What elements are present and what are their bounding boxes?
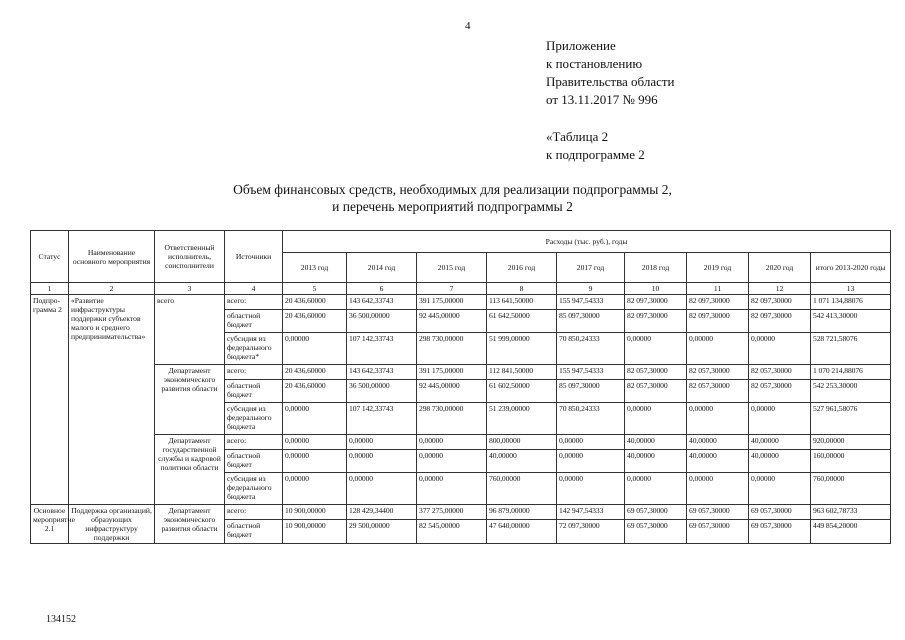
value-cell: 10 900,00000 [283, 505, 347, 520]
appendix-line: Приложение [546, 38, 616, 53]
value-cell: 82 097,30000 [625, 295, 687, 310]
value-cell: 69 057,30000 [749, 505, 811, 520]
column-number: 5 [283, 283, 347, 295]
source-cell: всего: [225, 435, 283, 450]
footer-code: 134152 [46, 614, 76, 625]
value-cell: 69 057,30000 [749, 520, 811, 544]
value-cell: 0,00000 [749, 333, 811, 365]
value-cell: 128 429,34400 [347, 505, 417, 520]
value-cell: 0,00000 [417, 435, 487, 450]
value-cell: 0,00000 [283, 403, 347, 435]
header-year: итого 2013-2020 годы [811, 253, 891, 283]
value-cell: 82 097,30000 [687, 310, 749, 333]
header-year: 2016 год [487, 253, 557, 283]
value-cell: 20 436,60000 [283, 380, 347, 403]
value-cell: 0,00000 [557, 473, 625, 505]
source-cell: субсидия из федерального бюджета [225, 403, 283, 435]
value-cell: 51 239,00000 [487, 403, 557, 435]
value-cell: 20 436,60000 [283, 365, 347, 380]
header-executor: Ответственный исполнитель, соисполнители [155, 231, 225, 283]
value-cell: 0,00000 [557, 450, 625, 473]
value-cell: 69 057,30000 [687, 520, 749, 544]
column-number: 3 [155, 283, 225, 295]
value-cell: 82 057,30000 [749, 380, 811, 403]
source-cell: всего: [225, 505, 283, 520]
value-cell: 69 057,30000 [625, 505, 687, 520]
value-cell: 82 097,30000 [687, 295, 749, 310]
value-cell: 1 071 134,88076 [811, 295, 891, 310]
value-cell: 40,00000 [625, 435, 687, 450]
source-cell: субсидия из федерального бюджета* [225, 333, 283, 365]
source-cell: областной бюджет [225, 450, 283, 473]
value-cell: 160,00000 [811, 450, 891, 473]
value-cell: 0,00000 [417, 450, 487, 473]
value-cell: 298 730,00000 [417, 403, 487, 435]
value-cell: 82 057,30000 [625, 380, 687, 403]
value-cell: 47 640,00000 [487, 520, 557, 544]
column-number: 4 [225, 283, 283, 295]
value-cell: 391 175,00000 [417, 365, 487, 380]
table-caption-line: «Таблица 2 [546, 129, 609, 144]
header-status: Статус [31, 231, 69, 283]
value-cell: 82 057,30000 [749, 365, 811, 380]
value-cell: 70 850,24333 [557, 333, 625, 365]
source-cell: областной бюджет [225, 380, 283, 403]
value-cell: 963 602,78733 [811, 505, 891, 520]
appendix-line: Правительства области [546, 74, 675, 89]
value-cell: 0,00000 [347, 473, 417, 505]
value-cell: 82 057,30000 [687, 380, 749, 403]
value-cell: 0,00000 [625, 403, 687, 435]
document-title-line: и перечень мероприятий подпрограммы 2 [332, 199, 573, 214]
source-cell: субсидия из федерального бюджета [225, 473, 283, 505]
source-cell: всего: [225, 295, 283, 310]
value-cell: 69 057,30000 [687, 505, 749, 520]
value-cell: 40,00000 [687, 450, 749, 473]
value-cell: 0,00000 [347, 450, 417, 473]
header-year: 2014 год [347, 253, 417, 283]
value-cell: 920,00000 [811, 435, 891, 450]
activity-name-cell: Поддержка организаций, образующих инфраструктуру поддержки [69, 505, 155, 544]
column-numbers-row [31, 283, 891, 295]
value-cell: 0,00000 [687, 403, 749, 435]
header-sources: Источники [225, 231, 283, 283]
header-year: 2013 год [283, 253, 347, 283]
table-row [31, 505, 891, 520]
value-cell: 92 445,00000 [417, 380, 487, 403]
value-cell: 760,00000 [811, 473, 891, 505]
value-cell: 51 999,00000 [487, 333, 557, 365]
source-cell: областной бюджет [225, 520, 283, 544]
value-cell: 0,00000 [625, 473, 687, 505]
header-name: Наименование основного мероприятия [69, 231, 155, 283]
table-row [31, 435, 891, 450]
value-cell: 0,00000 [749, 403, 811, 435]
value-cell: 0,00000 [687, 473, 749, 505]
header-year: 2017 год [557, 253, 625, 283]
value-cell: 82 097,30000 [625, 310, 687, 333]
value-cell: 40,00000 [625, 450, 687, 473]
status-cell: Подпро-грамма 2 [31, 295, 69, 505]
finance-table-wrapper [30, 230, 890, 544]
header-year: 2018 год [625, 253, 687, 283]
finance-table [30, 230, 891, 544]
value-cell: 82 097,30000 [749, 310, 811, 333]
executor-cell: Департамент государственной службы и кадровой политики области [155, 435, 225, 505]
value-cell: 760,00000 [487, 473, 557, 505]
status-cell: Основное мероприятие 2.1 [31, 505, 69, 544]
value-cell: 40,00000 [749, 435, 811, 450]
value-cell: 40,00000 [487, 450, 557, 473]
value-cell: 143 642,33743 [347, 295, 417, 310]
document-title [0, 181, 905, 215]
value-cell: 1 070 214,88076 [811, 365, 891, 380]
value-cell: 107 142,33743 [347, 403, 417, 435]
value-cell: 36 500,00000 [347, 310, 417, 333]
appendix-block [546, 37, 675, 109]
value-cell: 113 641,50000 [487, 295, 557, 310]
value-cell: 0,00000 [283, 450, 347, 473]
source-cell: областной бюджет [225, 310, 283, 333]
value-cell: 82 545,00000 [417, 520, 487, 544]
value-cell: 96 879,00000 [487, 505, 557, 520]
value-cell: 0,00000 [283, 473, 347, 505]
column-number: 12 [749, 283, 811, 295]
value-cell: 61 602,50000 [487, 380, 557, 403]
value-cell: 82 097,30000 [749, 295, 811, 310]
value-cell: 142 947,54333 [557, 505, 625, 520]
activity-name-cell: «Развитие инфраструктуры поддержки субъектов малого и среднего предпринимательства» [69, 295, 155, 505]
value-cell: 155 947,54333 [557, 365, 625, 380]
value-cell: 0,00000 [625, 333, 687, 365]
table-row [31, 365, 891, 380]
appendix-line: к постановлению [546, 56, 643, 71]
value-cell: 20 436,60000 [283, 310, 347, 333]
column-number: 8 [487, 283, 557, 295]
value-cell: 82 057,30000 [625, 365, 687, 380]
value-cell: 0,00000 [283, 333, 347, 365]
header-expenses: Расходы (тыс. руб.), годы [283, 231, 891, 253]
value-cell: 20 436,60000 [283, 295, 347, 310]
header-year: 2020 год [749, 253, 811, 283]
value-cell: 0,00000 [749, 473, 811, 505]
value-cell: 449 854,20000 [811, 520, 891, 544]
executor-cell: Департамент экономического развития области [155, 505, 225, 544]
value-cell: 542 253,30000 [811, 380, 891, 403]
value-cell: 527 961,58076 [811, 403, 891, 435]
column-number: 6 [347, 283, 417, 295]
value-cell: 40,00000 [687, 435, 749, 450]
value-cell: 92 445,00000 [417, 310, 487, 333]
column-number: 13 [811, 283, 891, 295]
value-cell: 40,00000 [749, 450, 811, 473]
value-cell: 10 900,00000 [283, 520, 347, 544]
value-cell: 85 097,30000 [557, 380, 625, 403]
column-number: 1 [31, 283, 69, 295]
value-cell: 542 413,30000 [811, 310, 891, 333]
value-cell: 155 947,54333 [557, 295, 625, 310]
value-cell: 69 057,30000 [625, 520, 687, 544]
value-cell: 85 097,30000 [557, 310, 625, 333]
table-row [31, 295, 891, 310]
value-cell: 72 097,30000 [557, 520, 625, 544]
source-cell: всего: [225, 365, 283, 380]
table-caption-line: к подпрограмме 2 [546, 147, 645, 162]
executor-cell: всего [155, 295, 225, 365]
value-cell: 800,00000 [487, 435, 557, 450]
appendix-line: от 13.11.2017 № 996 [546, 92, 658, 107]
header-year: 2019 год [687, 253, 749, 283]
column-number: 2 [69, 283, 155, 295]
value-cell: 143 642,33743 [347, 365, 417, 380]
value-cell: 112 841,50000 [487, 365, 557, 380]
value-cell: 29 500,00000 [347, 520, 417, 544]
value-cell: 298 730,00000 [417, 333, 487, 365]
value-cell: 107 142,33743 [347, 333, 417, 365]
value-cell: 0,00000 [347, 435, 417, 450]
value-cell: 391 175,00000 [417, 295, 487, 310]
column-number: 11 [687, 283, 749, 295]
table-body [31, 283, 891, 544]
value-cell: 0,00000 [417, 473, 487, 505]
page-number: 4 [465, 20, 471, 32]
table-caption [546, 128, 645, 164]
value-cell: 0,00000 [557, 435, 625, 450]
document-title-line: Объем финансовых средств, необходимых для реализации подпрограммы 2, [233, 182, 672, 197]
value-cell: 0,00000 [687, 333, 749, 365]
column-number: 10 [625, 283, 687, 295]
executor-cell: Департамент экономического развития области [155, 365, 225, 435]
value-cell: 36 500,00000 [347, 380, 417, 403]
value-cell: 82 057,30000 [687, 365, 749, 380]
value-cell: 528 721,58076 [811, 333, 891, 365]
value-cell: 70 850,24333 [557, 403, 625, 435]
header-year: 2015 год [417, 253, 487, 283]
value-cell: 0,00000 [283, 435, 347, 450]
column-number: 7 [417, 283, 487, 295]
column-number: 9 [557, 283, 625, 295]
value-cell: 61 642,50000 [487, 310, 557, 333]
value-cell: 377 275,00000 [417, 505, 487, 520]
